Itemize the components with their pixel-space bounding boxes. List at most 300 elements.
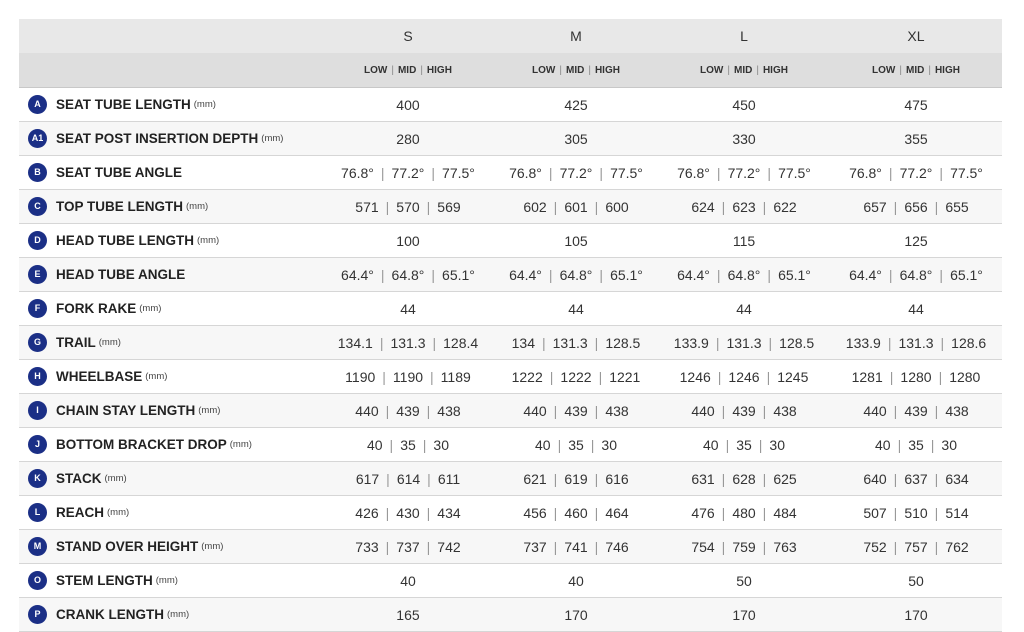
separator: | <box>553 504 558 521</box>
measurement-unit: (mm) <box>145 371 168 382</box>
value-cell-m <box>494 224 658 258</box>
value-cell-m <box>494 292 658 326</box>
value: 752 <box>863 538 887 555</box>
value: 624 <box>691 198 715 215</box>
separator: | <box>934 402 939 419</box>
value: 480 <box>732 504 756 521</box>
separator: | <box>594 402 599 419</box>
value-cell-m <box>494 258 658 292</box>
measurement-unit: (mm) <box>98 337 121 348</box>
value-cell-xl <box>830 496 1002 530</box>
separator: | <box>385 538 390 555</box>
size-header-l: L <box>658 19 830 53</box>
value-cell-xl <box>830 394 1002 428</box>
value: 1221 <box>609 368 641 385</box>
value: 1280 <box>949 368 981 385</box>
separator: | <box>767 266 772 283</box>
separator: | <box>928 64 931 76</box>
separator: | <box>382 368 386 385</box>
geometry-table <box>19 19 1002 632</box>
value-cell-xl <box>830 258 1002 292</box>
value: 754 <box>691 538 715 555</box>
measurement-code-badge: J <box>28 435 47 454</box>
measurement-code-badge: D <box>28 231 47 250</box>
value: 640 <box>863 470 887 487</box>
row-label-cell <box>19 530 322 564</box>
value: 438 <box>605 402 629 419</box>
value: 1246 <box>728 368 760 385</box>
measurement-label: SEAT TUBE ANGLE <box>56 165 183 180</box>
measurement-code-badge: E <box>28 265 47 284</box>
value: 628 <box>732 470 756 487</box>
separator: | <box>427 470 431 487</box>
value-cell-l <box>658 190 830 224</box>
value: 50 <box>908 572 924 589</box>
separator: | <box>426 538 431 555</box>
value: 64.4° <box>509 266 542 283</box>
value-cell-s <box>322 428 494 462</box>
size-header-s: S <box>322 19 494 53</box>
value: 571 <box>355 198 379 215</box>
measurement-unit: (mm) <box>107 507 130 518</box>
value: 125 <box>904 232 928 249</box>
value: 460 <box>564 504 588 521</box>
separator: | <box>594 504 599 521</box>
measurement-label: SEAT POST INSERTION DEPTH <box>56 131 259 146</box>
value: 438 <box>437 402 461 419</box>
separator: | <box>721 504 726 521</box>
position-header-row <box>19 53 1002 88</box>
row-label-cell <box>19 292 322 326</box>
value-cell-s <box>322 258 494 292</box>
value: 737 <box>523 538 547 555</box>
measurement-code-badge: K <box>28 469 47 488</box>
value: 64.8° <box>391 266 425 283</box>
value: 64.4° <box>341 266 374 283</box>
row-label-cell <box>19 598 322 632</box>
value-cell-xl <box>830 564 1002 598</box>
position-label-mid: MID <box>905 64 925 76</box>
measurement-label: FORK RAKE <box>56 301 137 316</box>
position-label-mid: MID <box>565 64 585 76</box>
separator: | <box>379 334 384 351</box>
row-label-cell <box>19 156 322 190</box>
value: 1245 <box>777 368 809 385</box>
measurement-code-badge: C <box>28 197 47 216</box>
value-cell-s <box>322 360 494 394</box>
table-row <box>19 224 1002 258</box>
table-row <box>19 88 1002 122</box>
value: 1280 <box>900 368 932 385</box>
separator: | <box>897 436 902 453</box>
value: 64.8° <box>727 266 761 283</box>
value: 476 <box>691 504 715 521</box>
value: 35 <box>568 436 584 453</box>
separator: | <box>768 334 773 351</box>
separator: | <box>590 436 595 453</box>
value-cell-s <box>322 224 494 258</box>
value-cell-m <box>494 394 658 428</box>
measurement-code-badge: I <box>28 401 47 420</box>
value-cell-xl <box>830 530 1002 564</box>
separator: | <box>940 334 945 351</box>
value-cell-m <box>494 326 658 360</box>
value-cell-l <box>658 224 830 258</box>
value: 622 <box>773 198 797 215</box>
row-label-cell <box>19 360 322 394</box>
table-row <box>19 530 1002 564</box>
position-label-high: HIGH <box>934 64 960 76</box>
separator: | <box>426 402 431 419</box>
position-label-mid: MID <box>397 64 417 76</box>
separator: | <box>762 198 767 215</box>
table-row <box>19 360 1002 394</box>
value-cell-l <box>658 156 830 190</box>
separator: | <box>939 164 944 181</box>
measurement-code-badge: F <box>28 299 47 318</box>
separator: | <box>422 436 427 453</box>
value: 40 <box>874 436 891 453</box>
separator: | <box>598 368 603 385</box>
measurement-label: STEM LENGTH <box>56 573 153 588</box>
value-cell-m <box>494 88 658 122</box>
separator: | <box>938 368 943 385</box>
value-cell-m <box>494 530 658 564</box>
value: 611 <box>437 470 461 487</box>
value-cell-xl <box>830 122 1002 156</box>
value: 77.5° <box>442 164 475 181</box>
value: 40 <box>534 436 551 453</box>
row-label-cell <box>19 258 322 292</box>
separator: | <box>553 470 558 487</box>
value: 507 <box>863 504 887 521</box>
measurement-unit: (mm) <box>229 439 252 450</box>
value: 77.2° <box>899 164 933 181</box>
value: 741 <box>564 538 588 555</box>
value: 450 <box>732 96 756 113</box>
value-cell-m <box>494 598 658 632</box>
value: 601 <box>564 198 588 215</box>
value: 77.5° <box>778 164 811 181</box>
value: 65.1° <box>442 266 475 283</box>
value-cell-l <box>658 394 830 428</box>
value: 570 <box>396 198 420 215</box>
value-cell-l <box>658 462 830 496</box>
measurement-label: TOP TUBE LENGTH <box>56 199 184 214</box>
position-label-high: HIGH <box>594 64 620 76</box>
value: 30 <box>601 436 617 453</box>
value: 742 <box>437 538 461 555</box>
value: 50 <box>736 572 752 589</box>
value-cell-s <box>322 292 494 326</box>
separator: | <box>431 266 436 283</box>
value-cell-s <box>322 598 494 632</box>
value: 76.8° <box>677 164 710 181</box>
table-row <box>19 598 1002 632</box>
separator: | <box>756 64 759 76</box>
separator: | <box>548 164 553 181</box>
row-label-cell <box>19 564 322 598</box>
value: 133.9 <box>845 334 881 351</box>
value: 330 <box>732 130 756 147</box>
measurement-label: CHAIN STAY LENGTH <box>56 403 196 418</box>
separator: | <box>391 64 394 76</box>
value: 76.8° <box>849 164 882 181</box>
value: 40 <box>568 572 584 589</box>
separator: | <box>721 538 726 555</box>
value: 438 <box>773 402 797 419</box>
value-cell-s <box>322 394 494 428</box>
value: 1190 <box>392 368 424 385</box>
measurement-unit: (mm) <box>201 541 224 552</box>
separator: | <box>553 538 558 555</box>
separator: | <box>727 64 730 76</box>
separator: | <box>431 164 436 181</box>
table-row <box>19 292 1002 326</box>
value-cell-xl <box>830 156 1002 190</box>
value-cell-xl <box>830 292 1002 326</box>
position-label-low: LOW <box>364 64 388 76</box>
value: 439 <box>564 402 588 419</box>
value: 35 <box>736 436 752 453</box>
value: 131.3 <box>898 334 934 351</box>
value: 440 <box>523 402 547 419</box>
value: 134 <box>511 334 535 351</box>
value-cell-m <box>494 360 658 394</box>
value: 456 <box>523 504 547 521</box>
measurement-label: TRAIL <box>56 335 96 350</box>
table-row <box>19 394 1002 428</box>
value-cell-l <box>658 428 830 462</box>
separator: | <box>599 266 604 283</box>
table-row <box>19 122 1002 156</box>
separator: | <box>553 198 558 215</box>
separator: | <box>767 164 772 181</box>
measurement-label: SEAT TUBE LENGTH <box>56 97 191 112</box>
value-cell-s <box>322 496 494 530</box>
value: 128.5 <box>779 334 815 351</box>
value: 440 <box>691 402 715 419</box>
row-label-cell <box>19 496 322 530</box>
value-cell-l <box>658 530 830 564</box>
value: 40 <box>366 436 383 453</box>
measurement-unit: (mm) <box>186 201 209 212</box>
value-cell-xl <box>830 326 1002 360</box>
separator: | <box>588 64 591 76</box>
value: 76.8° <box>509 164 542 181</box>
value: 133.9 <box>673 334 709 351</box>
value: 634 <box>945 470 969 487</box>
value: 616 <box>605 470 629 487</box>
value: 440 <box>355 402 379 419</box>
separator: | <box>888 164 893 181</box>
separator: | <box>426 198 431 215</box>
measurement-code-badge: A <box>28 95 47 114</box>
value-cell-m <box>494 156 658 190</box>
separator: | <box>594 334 599 351</box>
row-label-cell <box>19 462 322 496</box>
value: 170 <box>564 606 588 623</box>
value: 77.2° <box>559 164 593 181</box>
size-header-m: M <box>494 19 658 53</box>
value-cell-m <box>494 462 658 496</box>
value-cell-l <box>658 88 830 122</box>
separator: | <box>893 470 898 487</box>
value: 625 <box>773 470 797 487</box>
value: 30 <box>769 436 785 453</box>
value-cell-s <box>322 530 494 564</box>
value: 65.1° <box>610 266 643 283</box>
value-cell-s <box>322 190 494 224</box>
value: 439 <box>732 402 756 419</box>
separator: | <box>559 64 562 76</box>
value-cell-s <box>322 122 494 156</box>
value-cell-l <box>658 258 830 292</box>
row-label-cell <box>19 394 322 428</box>
row-label-cell <box>19 88 322 122</box>
position-header-s <box>322 53 494 88</box>
separator: | <box>715 334 720 351</box>
table-row <box>19 326 1002 360</box>
value: 170 <box>732 606 756 623</box>
table-row <box>19 462 1002 496</box>
separator: | <box>934 538 939 555</box>
value: 614 <box>396 470 421 487</box>
separator: | <box>385 198 390 215</box>
value: 77.5° <box>950 164 983 181</box>
position-header-l <box>658 53 830 88</box>
value: 510 <box>904 504 928 521</box>
value-cell-s <box>322 156 494 190</box>
value-cell-xl <box>830 224 1002 258</box>
separator: | <box>594 470 599 487</box>
separator: | <box>430 368 434 385</box>
table-row <box>19 258 1002 292</box>
value: 134.1 <box>337 334 373 351</box>
value: 305 <box>564 130 588 147</box>
separator: | <box>934 198 939 215</box>
measurement-code-badge: H <box>28 367 47 386</box>
value: 65.1° <box>950 266 983 283</box>
value-cell-m <box>494 122 658 156</box>
value: 762 <box>945 538 969 555</box>
position-label-low: LOW <box>872 64 896 76</box>
measurement-label: CRANK LENGTH <box>56 607 164 622</box>
separator: | <box>930 436 935 453</box>
value-cell-l <box>658 326 830 360</box>
separator: | <box>939 266 944 283</box>
separator: | <box>766 368 771 385</box>
value: 637 <box>904 470 928 487</box>
measurement-unit: (mm) <box>198 405 221 416</box>
measurement-unit: (mm) <box>104 473 127 484</box>
value: 76.8° <box>341 164 374 181</box>
value: 484 <box>773 504 797 521</box>
measurement-code-badge: A1 <box>28 129 47 148</box>
value: 1246 <box>679 368 711 385</box>
measurement-label: WHEELBASE <box>56 369 143 384</box>
value-cell-l <box>658 122 830 156</box>
value: 602 <box>523 198 547 215</box>
value: 30 <box>941 436 957 453</box>
value: 77.5° <box>610 164 643 181</box>
value: 1222 <box>511 368 543 385</box>
value: 426 <box>355 504 379 521</box>
value-cell-l <box>658 292 830 326</box>
row-label-cell <box>19 190 322 224</box>
value: 131.3 <box>552 334 588 351</box>
measurement-label: STACK <box>56 471 102 486</box>
separator: | <box>717 368 722 385</box>
separator: | <box>553 402 558 419</box>
row-label-cell <box>19 122 322 156</box>
separator: | <box>385 504 390 521</box>
value-cell-xl <box>830 598 1002 632</box>
value-cell-s <box>322 88 494 122</box>
separator: | <box>762 504 767 521</box>
value: 77.2° <box>391 164 425 181</box>
value: 619 <box>564 470 588 487</box>
table-row <box>19 496 1002 530</box>
value: 430 <box>396 504 420 521</box>
value-cell-l <box>658 564 830 598</box>
measurement-code-badge: G <box>28 333 47 352</box>
value: 165 <box>396 606 420 623</box>
value: 128.4 <box>443 334 479 351</box>
separator: | <box>899 64 902 76</box>
value: 569 <box>437 198 461 215</box>
table-row <box>19 156 1002 190</box>
value: 733 <box>355 538 379 555</box>
row-label-cell <box>19 428 322 462</box>
size-header-xl: XL <box>830 19 1002 53</box>
value: 100 <box>396 232 420 249</box>
value: 656 <box>904 198 928 215</box>
value: 64.8° <box>559 266 593 283</box>
value: 77.2° <box>727 164 761 181</box>
value: 1222 <box>560 368 592 385</box>
measurement-label: STAND OVER HEIGHT <box>56 539 199 554</box>
value: 30 <box>433 436 449 453</box>
value: 40 <box>702 436 719 453</box>
value: 440 <box>863 402 887 419</box>
header-corner <box>19 19 322 53</box>
separator: | <box>420 64 423 76</box>
measurement-code-badge: P <box>28 605 47 624</box>
value: 35 <box>400 436 416 453</box>
position-header-m <box>494 53 658 88</box>
separator: | <box>762 470 767 487</box>
value-cell-s <box>322 462 494 496</box>
value: 400 <box>396 96 420 113</box>
value: 64.8° <box>899 266 933 283</box>
measurement-code-badge: M <box>28 537 47 556</box>
value: 438 <box>945 402 969 419</box>
measurement-label: HEAD TUBE ANGLE <box>56 267 186 282</box>
table-row <box>19 564 1002 598</box>
value-cell-l <box>658 496 830 530</box>
separator: | <box>380 266 385 283</box>
measurement-code-badge: B <box>28 163 47 182</box>
separator: | <box>762 538 767 555</box>
value: 655 <box>945 198 969 215</box>
value-cell-xl <box>830 360 1002 394</box>
value: 737 <box>396 538 420 555</box>
subheader-corner <box>19 53 322 88</box>
position-label-mid: MID <box>733 64 753 76</box>
value: 1281 <box>851 368 883 385</box>
separator: | <box>934 470 939 487</box>
